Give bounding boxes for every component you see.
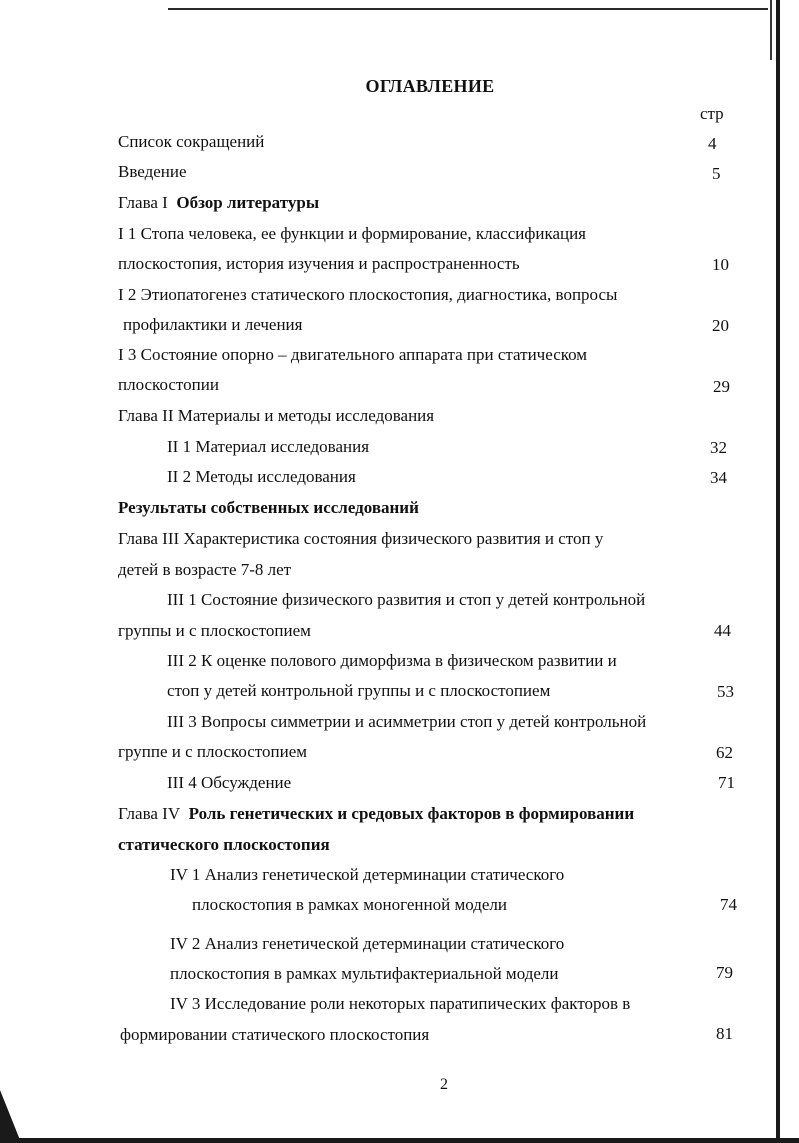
toc-line: плоскостопия, история изучения и распространенность [118, 254, 520, 273]
toc-line: Глава II Материалы и методы исследования [118, 406, 435, 425]
toc-line: плоскостопия в рамках моногенной модели [192, 895, 507, 914]
scan-edge-top [168, 8, 768, 10]
toc-line: профилактики и лечения [123, 315, 303, 334]
toc-line: III 4 Обсуждение [167, 773, 292, 792]
scan-edge-right [776, 0, 780, 1143]
toc-line: IV 3 Исследование роли некоторых паратипических факторов в [170, 994, 631, 1013]
toc-line: Введение [118, 162, 187, 181]
toc-line: III 2 К оценке полового диморфизма в физическом развитии и [167, 651, 617, 670]
toc-line: стоп у детей контрольной группы и с плоскостопием [167, 681, 551, 700]
toc-line: детей в возрасте 7-8 лет [118, 560, 292, 579]
toc-line: III 3 Вопросы симметрии и асимметрии стоп у детей контрольной [167, 712, 647, 731]
toc-line: I 3 Состояние опорно – двигательного аппарата при статическом [118, 345, 588, 364]
toc-chapter-prefix: Глава IV [118, 804, 181, 823]
toc-line: II 1 Материал исследования [167, 437, 370, 456]
toc-page: 62 [716, 743, 733, 762]
toc-section-heading: Результаты собственных исследований [118, 498, 419, 517]
toc-page: 4 [708, 134, 717, 153]
toc-chapter-line [118, 193, 319, 213]
toc-chapter-title: Роль генетических и средовых факторов в формировании [188, 804, 635, 823]
toc-chapter-prefix: Глава I [118, 193, 168, 212]
toc-line: группы и с плоскостопием [118, 621, 311, 640]
toc-page: 29 [713, 377, 730, 396]
toc-page: 53 [717, 682, 734, 701]
toc-line: группе и с плоскостопием [118, 742, 308, 761]
toc-line: плоскостопия в рамках мультифактериальной модели [170, 964, 559, 983]
toc-line: I 1 Стопа человека, ее функции и формирование, классификация [118, 224, 587, 243]
toc-page: 34 [710, 468, 727, 487]
page-title: ОГЛАВЛЕНИЕ [365, 76, 495, 96]
toc-line: IV 1 Анализ генетической детерминации статического [170, 865, 565, 884]
toc-line: I 2 Этиопатогенез статического плоскостопия, диагностика, вопросы [118, 285, 618, 304]
toc-chapter-line [118, 804, 634, 824]
toc-page: 20 [712, 316, 729, 335]
toc-line: Список сокращений [118, 132, 265, 151]
toc-page: 44 [714, 621, 731, 640]
scan-edge-right-inner [770, 0, 772, 60]
toc-line: II 2 Методы исследования [167, 467, 356, 486]
toc-page: 5 [712, 164, 721, 183]
page-number: 2 [440, 1076, 448, 1093]
scan-corner-shadow [0, 1090, 20, 1140]
toc-chapter-title: Обзор литературы [176, 193, 320, 212]
scan-edge-bottom [0, 1138, 799, 1143]
toc-line: Глава III Характеристика состояния физического развития и стоп у [118, 529, 604, 548]
page-column-label: стр [700, 104, 724, 123]
toc-line: формировании статического плоскостопия [120, 1025, 430, 1044]
toc-line: III 1 Состояние физического развития и стоп у детей контрольной [167, 590, 646, 609]
toc-page: 32 [710, 438, 727, 457]
toc-page: 74 [720, 895, 737, 914]
toc-page: 10 [712, 255, 729, 274]
toc-page: 71 [718, 773, 735, 792]
toc-page: 79 [716, 963, 733, 982]
toc-line: плоскостопии [118, 375, 219, 394]
toc-page: 81 [716, 1024, 733, 1043]
toc-line: IV 2 Анализ генетической детерминации статического [170, 934, 565, 953]
toc-chapter-title-cont: статического плоскостопия [118, 835, 330, 854]
